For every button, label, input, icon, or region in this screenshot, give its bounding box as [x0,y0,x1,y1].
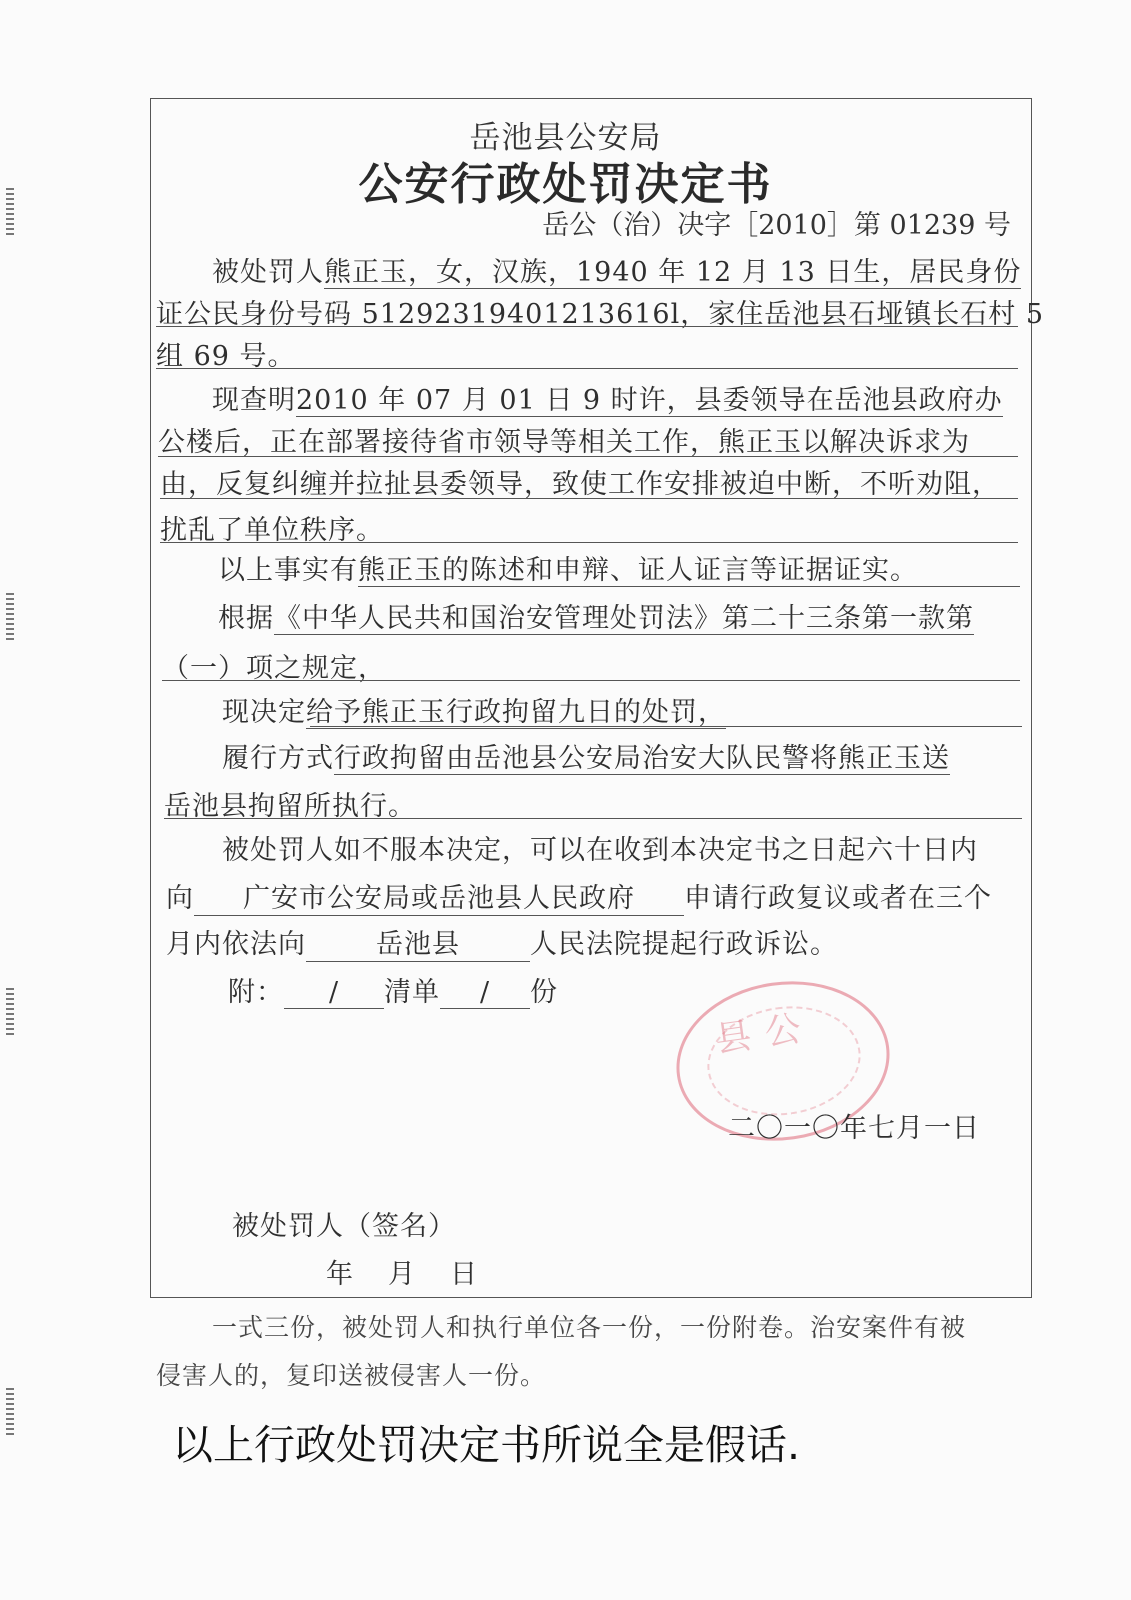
issuing-agency: 岳池县公安局 [469,120,662,156]
decision-date: 二〇一〇年七月一日 [728,1113,980,1144]
attachment-line: 附： / 清单 / 份 [228,977,558,1008]
evidence-line: 以上事实有熊正玉的陈述和申辩、证人证言等证据证实。 [218,555,918,586]
document-title: 公安行政处罚决定书 [358,159,773,210]
signature-label: 被处罚人（签名） [232,1211,456,1242]
address-line: 组 69 号。 [156,341,296,372]
official-seal: 县公 [666,968,900,1154]
facts-line: 现查明2010 年 07 月 01 日 9 时许，县委领导在岳池县政府办 [212,385,1003,416]
legal-basis-line: 根据《中华人民共和国治安管理处罚法》第二十三条第一款第 [218,603,974,634]
facts-line: 扰乱了单位秩序。 [160,515,384,546]
facts-line: 公楼后，正在部署接待省市领导等相关工作，熊正玉以解决诉求为 [158,427,970,458]
facts-line: 由，反复纠缠并拉扯县委领导，致使工作安排被迫中断，不听劝阻， [160,469,1000,500]
signature-date: 年 月 日 [326,1259,481,1290]
legal-basis-line: （一）项之规定， [162,653,386,684]
binding-marks [6,590,16,643]
penalized-person-line: 被处罚人熊正玉，女，汉族，1940 年 12 月 13 日生，居民身份 [212,257,1022,288]
footnote-line: 侵害人的，复印送被侵害人一份。 [156,1361,547,1390]
enforcement-line: 岳池县拘留所执行。 [164,791,416,822]
footnote-line: 一式三份，被处罚人和执行单位各一份，一份附卷。治安案件有被 [212,1313,967,1342]
binding-marks [6,985,16,1038]
appeal-line: 向 广安市公安局或岳池县人民政府 申请行政复议或者在三个 [166,876,992,916]
handwritten-caption: 以上行政处罚决定书所说全是假话. [172,1421,801,1469]
id-address-line: 证公民身份号码 51292319401213616l，家住岳池县石垭镇长石村 5 [156,299,1045,330]
enforcement-line: 履行方式行政拘留由岳池县公安局治安大队民警将熊正玉送 [222,743,950,774]
appeal-line: 被处罚人如不服本决定，可以在收到本决定书之日起六十日内 [222,835,978,866]
binding-marks [6,1385,16,1438]
decision-line: 现决定给予熊正玉行政拘留九日的处罚， [222,697,726,728]
document-number: 岳公（治）决字［2010］第 01239 号 [542,210,1011,241]
appeal-line: 月内依法向 岳池县 人民法院提起行政诉讼。 [166,922,838,962]
